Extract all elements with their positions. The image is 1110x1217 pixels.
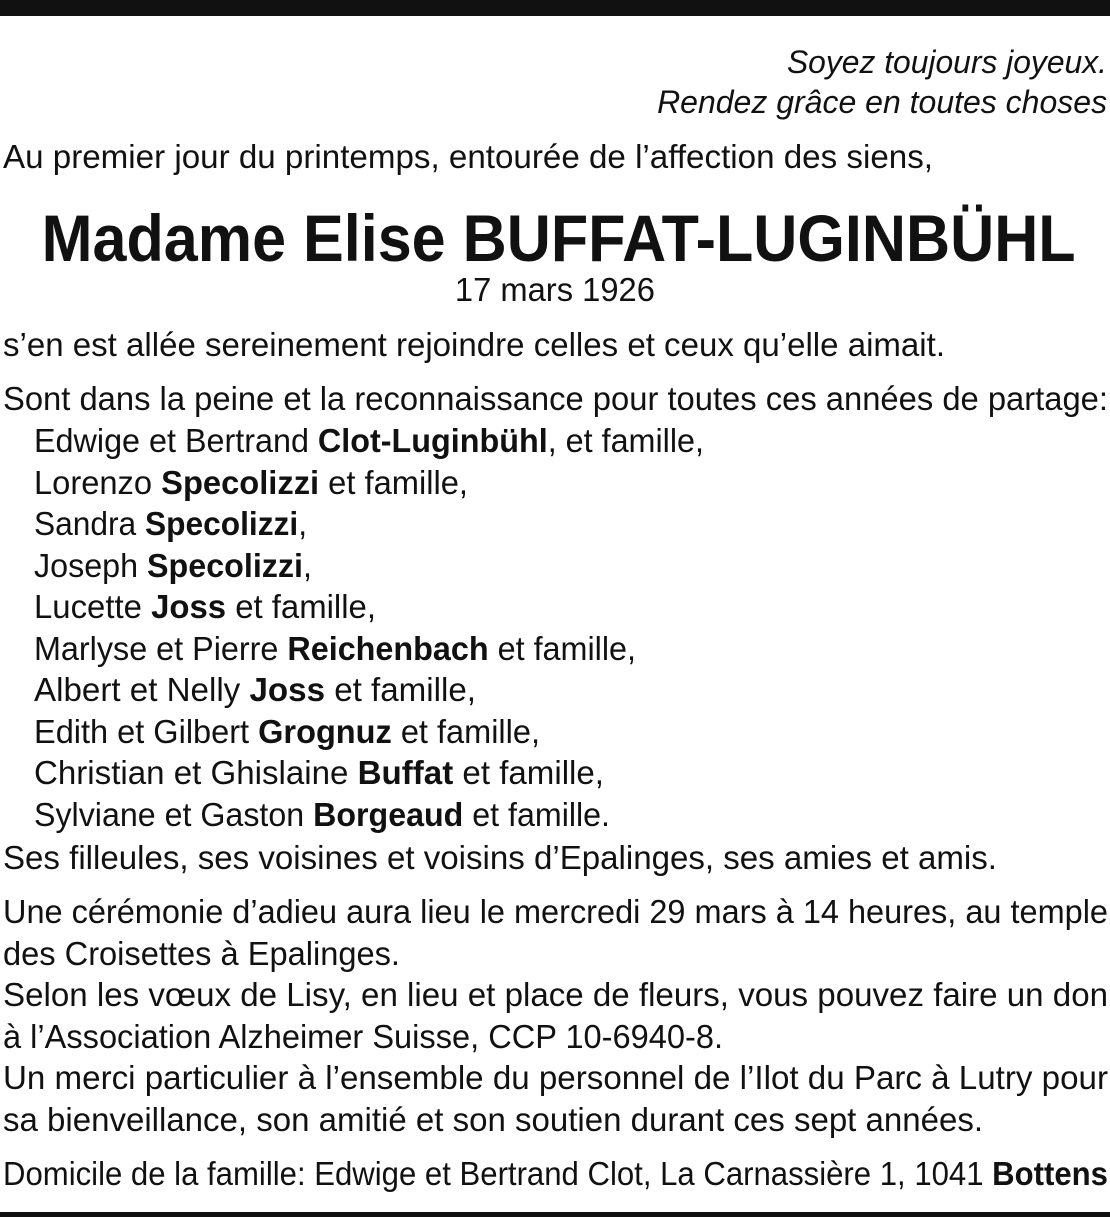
bottom-rule <box>0 1212 1110 1217</box>
mourner-line: Sandra Specolizzi, <box>34 505 307 542</box>
intro-text: Au premier jour du printemps, entourée de l’affection des siens, <box>3 138 933 175</box>
ceremony-line-2: des Croisettes à Epalinges. <box>3 935 400 972</box>
passing-text: s’en est allée sereinement rejoindre celles et ceux qu’elle aimait. <box>3 326 946 363</box>
mourner-line: Sylviane et Gaston Borgeaud et famille. <box>34 796 610 833</box>
others-text: Ses filleules, ses voisines et voisins d’Epalinges, ses amies et amis. <box>3 839 997 876</box>
donation-line-1: Selon les vœux de Lisy, en lieu et place de fleurs, vous pouvez faire un don <box>3 976 1108 1013</box>
epigraph-line-2: Rendez grâce en toutes choses <box>657 84 1107 120</box>
epigraph-line-1: Soyez toujours joyeux. <box>787 44 1107 80</box>
mourner-line: Lucette Joss et famille, <box>34 588 376 625</box>
ceremony-line-1: Une cérémonie d’adieu aura lieu le mercredi 29 mars à 14 heures, au temple <box>3 893 1108 930</box>
donation-line-2: à l’Association Alzheimer Suisse, CCP 10-6940-8. <box>3 1018 723 1055</box>
mourners-intro: Sont dans la peine et la reconnaissance pour toutes ces années de partage: <box>3 380 1108 417</box>
mourner-line: Joseph Specolizzi, <box>34 547 312 584</box>
deceased-name: Madame Elise BUFFAT-LUGINBÜHL <box>41 201 1076 275</box>
mourner-line: Edith et Gilbert Grognuz et famille, <box>34 713 540 750</box>
mourner-line: Marlyse et Pierre Reichenbach et famille, <box>34 630 636 667</box>
mourner-line: Lorenzo Specolizzi et famille, <box>34 464 468 501</box>
birth-date: 17 mars 1926 <box>454 271 655 308</box>
thanks-line-1: Un merci particulier à l’ensemble du personnel de l’Ilot du Parc à Lutry pour <box>3 1059 1108 1096</box>
top-rule <box>0 0 1110 16</box>
mourner-line: Christian et Ghislaine Buffat et famille, <box>34 754 604 791</box>
mourner-line: Albert et Nelly Joss et famille, <box>34 671 477 708</box>
thanks-line-2: sa bienveillance, son amitié et son soutien durant ces sept années. <box>3 1101 983 1138</box>
mourner-line: Edwige et Bertrand Clot-Luginbühl, et famille, <box>34 422 704 459</box>
domicile-text: Domicile de la famille: Edwige et Bertrand Clot, La Carnassière 1, 1041 Bottens <box>3 1155 1108 1192</box>
